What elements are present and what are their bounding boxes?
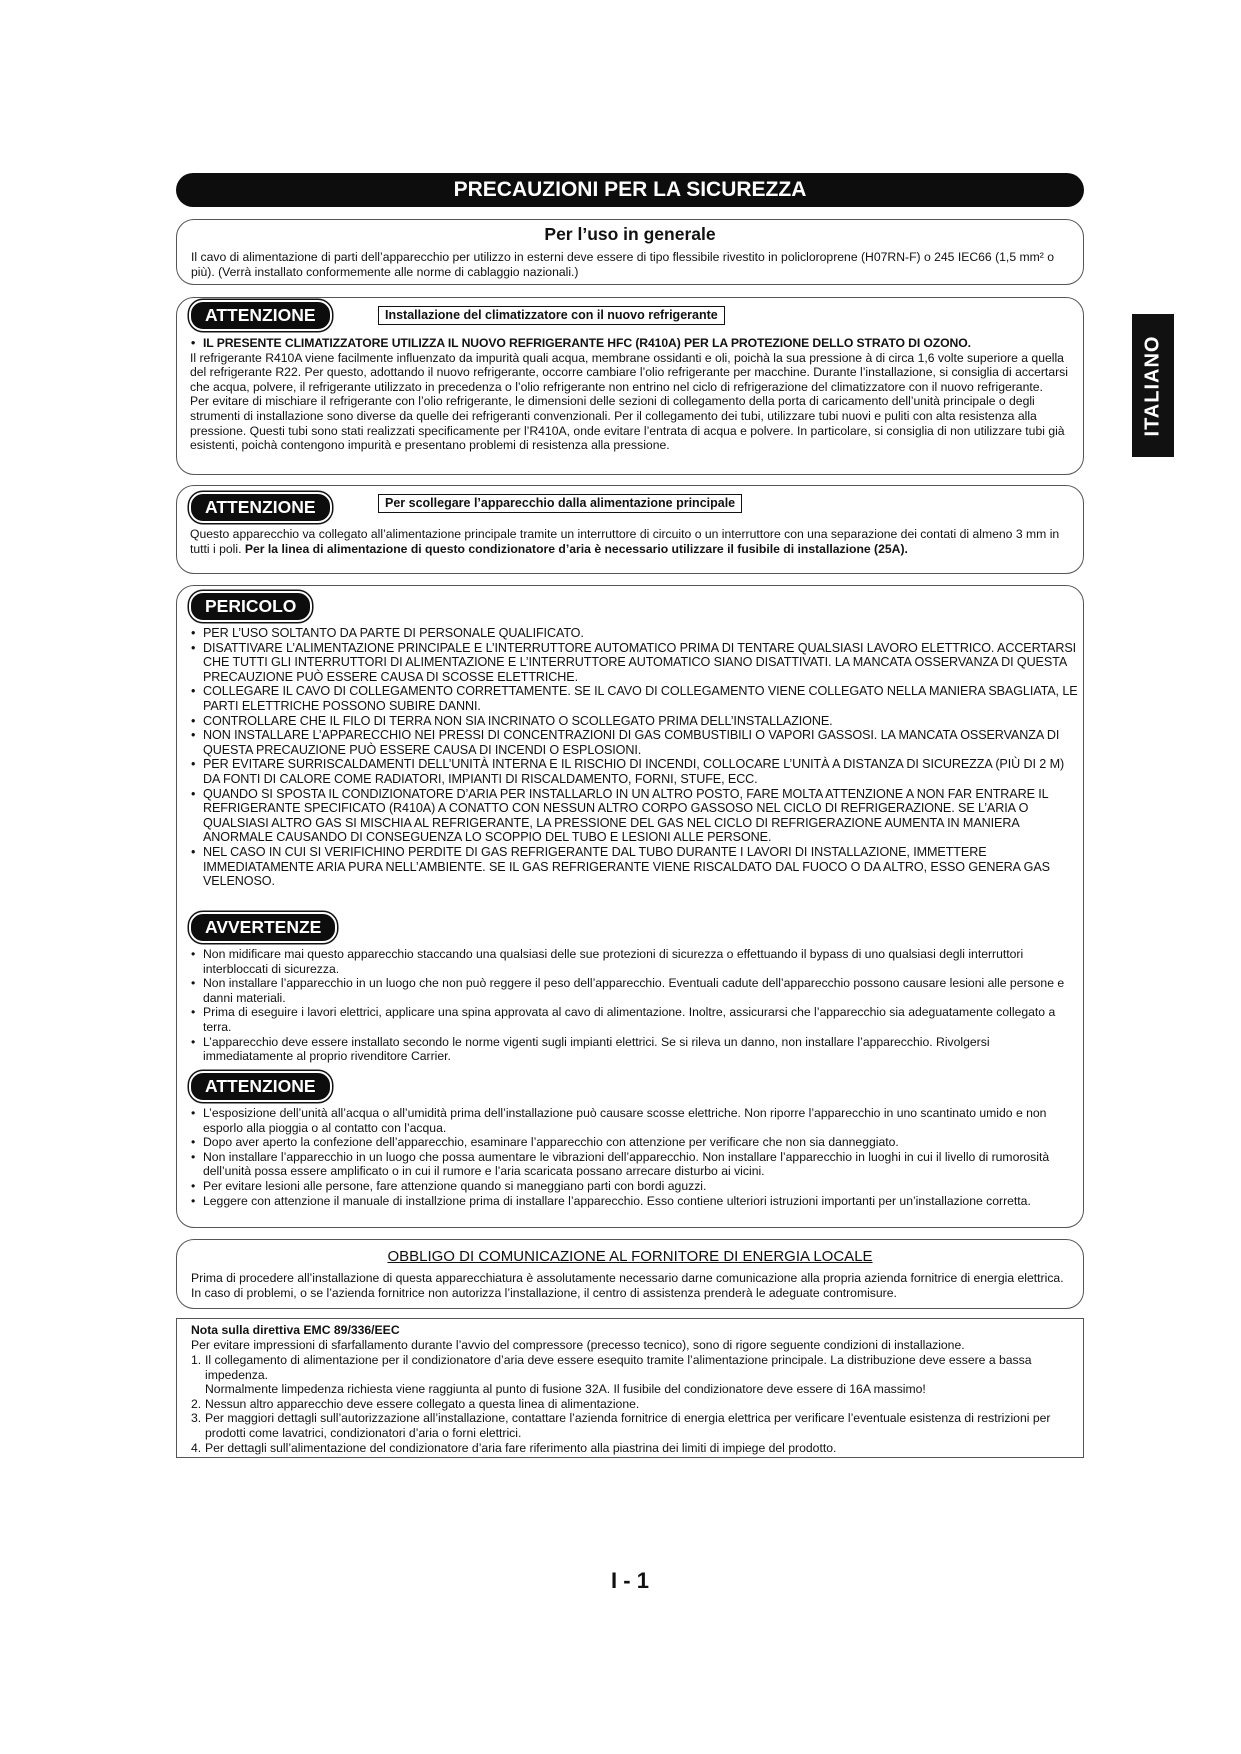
general-use-section [176,219,1084,285]
emc-item-number: 3. [191,1411,202,1426]
emc-item-text: Nessun altro apparecchio deve essere collegato a questa linea di alimentazione. [205,1396,640,1411]
attention-badge: ATTENZIONE [189,300,332,331]
page-number: I - 1 [611,1568,649,1593]
emc-list [191,1353,1071,1455]
attention-badge: ATTENZIONE [189,492,332,523]
attention-disconnect-tag: Per scollegare l’apparecchio dalla alimentazione principale [378,494,742,513]
disconnect-fuse-text: Per la linea di alimentazione di questo condizionatore d’aria è necessario utilizzare il fusibile di installazione (25A). [244,541,908,556]
emc-item [191,1353,1071,1397]
emc-heading: Nota sulla direttiva EMC 89/336/EEC [191,1323,400,1337]
danger-list [190,626,1080,889]
emc-item-text: Per maggiori dettagli sull’autorizzazione all’installazione, contattare l’azienda fornitrice di energia elettrica per verificare l’eventuale esistenza di restrizioni per prodotti come lavatrici, condizionatori d’aria o forni elettrici. [205,1411,1051,1440]
caution-list [190,1106,1070,1208]
emc-note-section [176,1318,1084,1458]
general-use-text: Il cavo di alimentazione di parti dell’apparecchio per utilizzo in esterni deve essere di tipo flessibile rivestito in policloroprene (H07RN-F) o 245 IEC66 (1,5 mm² o più). (Verrà installato conformemente alle norme di cablaggio nazionali.) [191,250,1055,279]
attention-disconnect-body [190,527,1070,556]
emc-item-number: 4. [191,1440,202,1455]
warning-item: • Non installare l’apparecchio in un luogo che non può reggere il peso dell’apparecchio. Eventuali cadute dell’apparecchio possono causare lesioni alle persone e danni materiali. [190,976,1070,1005]
emc-item [191,1441,1071,1456]
refrigerant-para-2: Per evitare di mischiare il refrigerante con l’olio refrigerante, le dimensioni delle sezioni di collegamento della porta di caricamento dell’unità principale o degli strumenti di installazione sono diverse da quelle dei refrigeranti convenzionali. Per il collegamento dei tubi, utilizzare tubi nuovi e puliti con alta resistenza alla pressione. Questi tubi sono stati realizzati specificamente per l’R410A, onde evitare l’entrata di acqua e polvere. In particolare, si consiglia di non utilizzare tubi già esistenti, poichà contengono impurità e presentano problemi di resistenza alla pressione. [190,394,1065,453]
emc-item-text: Il collegamento di alimentazione per il condizionatore d’aria deve essere esequito tramite l’alimentazione principale. La distribuzione deve essere a bassa impedenza. [205,1353,1032,1382]
attention-refrigerant-body [190,336,1080,453]
refrigerant-para-1: Il refrigerante R410A viene facilmente influenzato da impurità quali acqua, membrane ossidanti e oli, poichà la sua pressione à di circa 1,6 volte superiore a quella del refrigerante R22. Per questo, adottando il nuovo refrigerante, occorre cambiare l’olio refrigerante per macchine. Durante l’installazione, si consiglia di accertarsi che acqua, polvere, il refrigerante utilizzato in precedenza o l’olio refrigerante non entrino nel ciclo di refrigerazione del climatizzatore con il nuovo refrigerante. [190,350,1068,394]
obligation-text: Prima di procedere all’installazione di questa apparecchiatura è assolutamente necessario darne comunicazione alla propria azienda fornitrice di energia elettrica. In caso di problemi, o se l’azienda fornitrice non autorizza l’installazione, il centro di assistenza prenderà le adeguate contromisure. [191,1271,1064,1300]
emc-item [191,1411,1071,1440]
danger-item: • QUANDO SI SPOSTA IL CONDIZIONATORE D’ARIA PER INSTALLARLO IN UN ALTRO POSTO, FARE MOLTA ATTENZIONE A NON FAR ENTRARE IL REFRIGERANTE SPECIFICATO (R410A) A CONATTO CON NESSUN ALTRO CORPO GASSOSO NEL CICLO DI REFRIGERAZIONE. SE L’ARIA O QUALSIASI ALTRO GAS SI MISCHIA AL REFRIGERANTE, LA PRESSIONE DEL GAS NEL CICLO DI REFRIGERAZIONE AUMENTA IN MANIERA ANORMALE CAUSANDO DI CONSEGUENZA LO SCOPPIO DEL TUBO E LESIONI ALLE PERSONE. [190,787,1080,845]
obligation-section [176,1239,1084,1309]
emc-item-number: 1. [191,1353,202,1367]
emc-item-number: 2. [191,1396,202,1411]
emc-item-text: Per dettagli sull’alimentazione del condizionatore d’aria fare riferimento alla piastrina dei limiti di impiege del prodotto. [205,1440,837,1455]
disconnect-text: Questo apparecchio va collegato all’alimentazione principale tramite un interruttore di circuito o un interruttore con una separazione dei contati di almeno 3 mm in tutti i poli. [190,527,1060,556]
caution-item: • Per evitare lesioni alle persone, fare attenzione quando si maneggiano parti con bordi aguzzi. [190,1179,1070,1194]
caution-item: • Non installare l’apparecchio in un luogo che possa aumentare le vibrazioni dell’apparecchio. Non installare l’apparecchio in luoghi in cui il livello di rumorosità dell’unità possa essere amplificato o in cui il rumore e l’aria scaricata possano arrecare disturbo ai vicini. [190,1150,1070,1179]
language-tab-label: ITALIANO [1141,335,1164,436]
emc-item-extra: Normalmente limpedenza richiesta viene raggiunta al punto di fusione 32A. Il fusibile del condizionatore deve essere di 16A massimo! [205,1382,926,1397]
warning-item: • L’apparecchio deve essere installato secondo le norme vigenti sugli impianti elettrici. Se si rileva un danno, non installare l’apparecchio. Rivolgersi immediatamente al proprio rivenditore Carrier. [190,1035,1070,1064]
danger-item: • PER EVITARE SURRISCALDAMENTI DELL’UNITÀ INTERNA E IL RISCHIO DI INCENDI, COLLOCARE L’UNITÀ A DISTANZA DI SICUREZZA (PIÙ DI 2 M) DA FONTI DI CALORE COME RADIATORI, IMPIANTI DI RISCALDAMENTO, FORNI, STUFE, ECC. [190,757,1080,786]
danger-item: • CONTROLLARE CHE IL FILO DI TERRA NON SIA INCRINATO O SCOLLEGATO PRIMA DELL’INSTALLAZIONE. [190,714,1080,729]
language-tab [1132,314,1174,457]
danger-item: • COLLEGARE IL CAVO DI COLLEGAMENTO CORRETTAMENTE. SE IL CAVO DI COLLEGAMENTO VIENE COLLEGATO NELLA MANIERA SBAGLIATA, LE PARTI ELETTRICHE POSSONO SUBIRE DANNI. [190,684,1080,713]
emc-intro: Per evitare impressioni di sfarfallamento durante l’avvio del compressore (precesso tecnico), sono di rigore seguente condizioni di installazione. [191,1338,965,1352]
warning-item: • Non midificare mai questo apparecchio staccando una qualsiasi delle sue protezioni di sicurezza o effettuando il bypass di uno qualsiasi degli interruttori interbloccati di sicurezza. [190,947,1070,976]
danger-item: • PER L’USO SOLTANTO DA PARTE DI PERSONALE QUALIFICATO. [190,626,1080,641]
refrigerant-warning-line: • IL PRESENTE CLIMATIZZATORE UTILIZZA IL NUOVO REFRIGERANTE HFC (R410A) PER LA PROTEZIONE DELLO STRATO DI OZONO. [190,336,1080,351]
danger-item: • DISATTIVARE L’ALIMENTAZIONE PRINCIPALE E L’INTERRUTTORE AUTOMATICO PRIMA DI TENTARE QUALSIASI LAVORO ELETTRICO. ACCERTARSI CHE TUTTI GLI INTERRUTTORI DI ALIMENTAZIONE E L’INTERRUTTORE AUTOMATICO SIANO DISATTIVATI. LA MANCATA OSSERVANZA DI QUESTA PRECAUZIONE PUÒ ESSERE CAUSA DI SCOSSE ELETTRICHE. [190,641,1080,685]
caution-item: • Leggere con attenzione il manuale di installzione prima di installare l’apparecchio. Esso contiene ulteriori istruzioni importanti per un’installazione corretta. [190,1194,1070,1209]
warning-badge: AVVERTENZE [189,912,337,943]
caution-item: • Dopo aver aperto la confezione dell’apparecchio, esaminare l’apparecchio con attenzione per verificare che non sia danneggiato. [190,1135,1070,1150]
general-use-heading: Per l’uso in generale [544,224,716,244]
attention-refrigerant-tag: Installazione del climatizzatore con il nuovo refrigerante [378,306,725,325]
caution-badge: ATTENZIONE [189,1071,332,1102]
emc-item [191,1397,1071,1412]
warning-item: • Prima di eseguire i lavori elettrici, applicare una spina approvata al cavo di alimentazione. Inoltre, assicurarsi che l’apparecchio sia adeguatamente collegato a terra. [190,1005,1070,1034]
warning-list [190,947,1070,1064]
caution-item: • L’esposizione dell’unità all’acqua o all’umidità prima dell’installazione può causare scosse elettriche. Non riporre l’apparecchio in uno scantinato umido e non esporlo alla pioggia o al contatto con l’acqua. [190,1106,1070,1135]
danger-badge: PERICOLO [189,591,312,622]
danger-item: • NON INSTALLARE L’APPARECCHIO NEI PRESSI DI CONCENTRAZIONI DI GAS COMBUSTIBILI O VAPORI GASSOSI. LA MANCATA OSSERVANZA DI QUESTA PRECAUZIONE PUÒ ESSERE CAUSA DI INCENDI O ESPLOSIONI. [190,728,1080,757]
obligation-heading: OBBLIGO DI COMUNICAZIONE AL FORNITORE DI ENERGIA LOCALE [387,1248,873,1265]
page-title: PRECAUZIONI PER LA SICUREZZA [176,173,1084,207]
danger-item: • NEL CASO IN CUI SI VERIFICHINO PERDITE DI GAS REFRIGERANTE DAL TUBO DURANTE I LAVORI DI INSTALLAZIONE, IMMETTERE IMMEDIATAMENTE ARIA PURA NELL’AMBIENTE. SE IL GAS REFRIGERANTE VIENE RISCALDATO DAL FUOCO O DA ALTRO, ESSO GENERA GAS VELENOSO. [190,845,1080,889]
